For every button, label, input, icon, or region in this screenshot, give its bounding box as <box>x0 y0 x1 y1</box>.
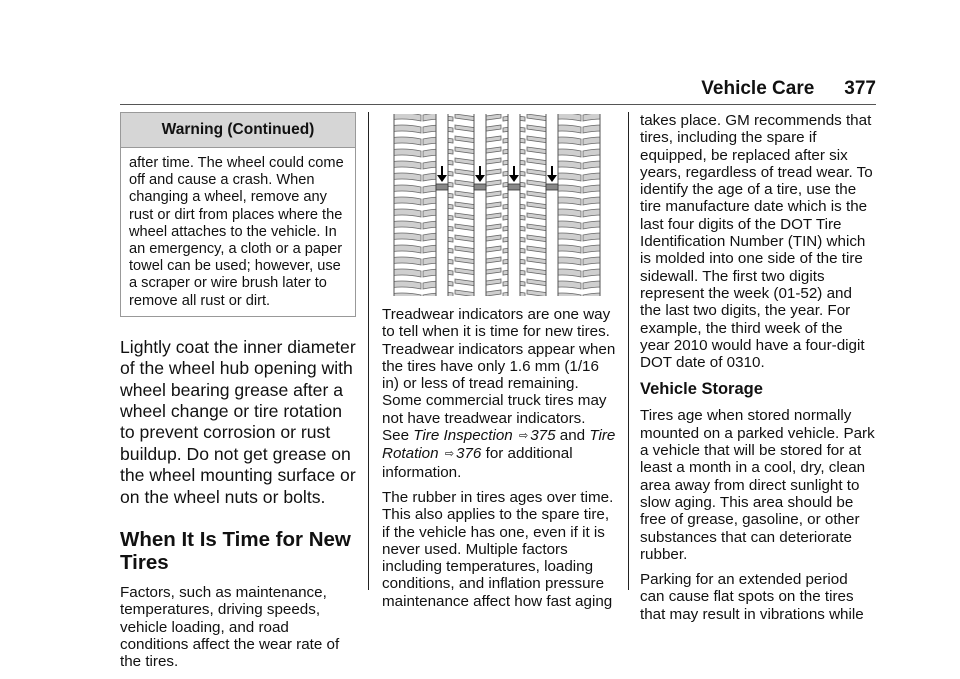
section-heading: When It Is Time for New Tires <box>120 528 351 575</box>
paragraph: Treadwear indicators are one way to tell when it is time for new tires. Treadwear indicators appear when the tires have only 1.6 mm (1/16 in) or less of tread remaining. Some commercial truck tires may not have treadwear indicators. See Tire Inspection ⇨ 375 and Tire Rotation ⇨ 376 for additional information. <box>382 306 616 481</box>
column-3 <box>640 112 876 631</box>
page-number: 377 <box>844 78 876 99</box>
warning-body: after time. The wheel could come off and cause a crash. When changing a wheel, remove any rust or dirt from places where the wheel attaches to the vehicle. In an emergency, a cloth or a paper towel can be used; however, use a scraper or wire brush later to remove all rust or dirt. <box>129 155 344 309</box>
page-ref-arrow-icon: ⇨ <box>444 448 455 461</box>
page-header <box>701 78 876 100</box>
lead-paragraph: Lightly coat the inner diameter of the wheel hub opening with wheel bearing grease after a wheel change or tire rotation to prevent corrosion or rust buildup. Do not get grease on the wheel mounting surface or on the wheel nuts or bolts. <box>120 336 356 507</box>
column-divider <box>368 112 369 590</box>
paragraph: Factors, such as maintenance, temperatures, driving speeds, vehicle loading, and road conditions affect the wear rate of the tires. <box>120 584 340 671</box>
paragraph: Parking for an extended period can cause flat spots on the tires that may result in vibrations while <box>640 571 864 623</box>
paragraph: takes place. GM recommends that tires, including the spare if equipped, be replaced after six years, regardless of tread wear. To identify the age of a tire, use the tire manufacture date which is the last four digits of the DOT Tire Identification Number (TIN) which is molded into one side of the tire sidewall. The first two digits represent the week (01-52) and the last two digits, the year. For example, the third week of the year 2010 would have a four-digit DOT date of 0310. <box>640 112 873 372</box>
header-divider <box>120 104 876 105</box>
page-ref-arrow-icon: ⇨ <box>518 430 529 443</box>
column-1 <box>120 112 356 679</box>
paragraph: Tires age when stored normally mounted on a parked vehicle. Park a vehicle that will be stored for at least a month in a cool, dry, clean area away from direct sunlight to slow aging. This area should be free of grease, gasoline, or other substances that can deteriorate rubber. <box>640 407 875 563</box>
warning-title: Warning (Continued) <box>121 113 355 148</box>
xref-link-tire-rotation[interactable]: Tire Rotation <box>382 427 616 463</box>
section-title: Vehicle Care <box>701 78 815 99</box>
paragraph: The rubber in tires ages over time. This also applies to the spare tire, if the vehicle has one, even if it is never used. Multiple factors including temperatures, loading conditions, and inflation pressure maintenance affect how fast aging <box>382 488 614 610</box>
column-divider <box>628 112 629 590</box>
warning-box <box>120 112 356 317</box>
column-2 <box>382 112 618 618</box>
xref-page[interactable]: 376 <box>456 445 482 463</box>
section-heading: Vehicle Storage <box>640 380 763 399</box>
xref-page[interactable]: 375 <box>530 427 556 445</box>
tire-tread-wear-indicators-icon <box>382 112 618 298</box>
xref-link-tire-inspection[interactable]: Tire Inspection <box>413 427 513 445</box>
